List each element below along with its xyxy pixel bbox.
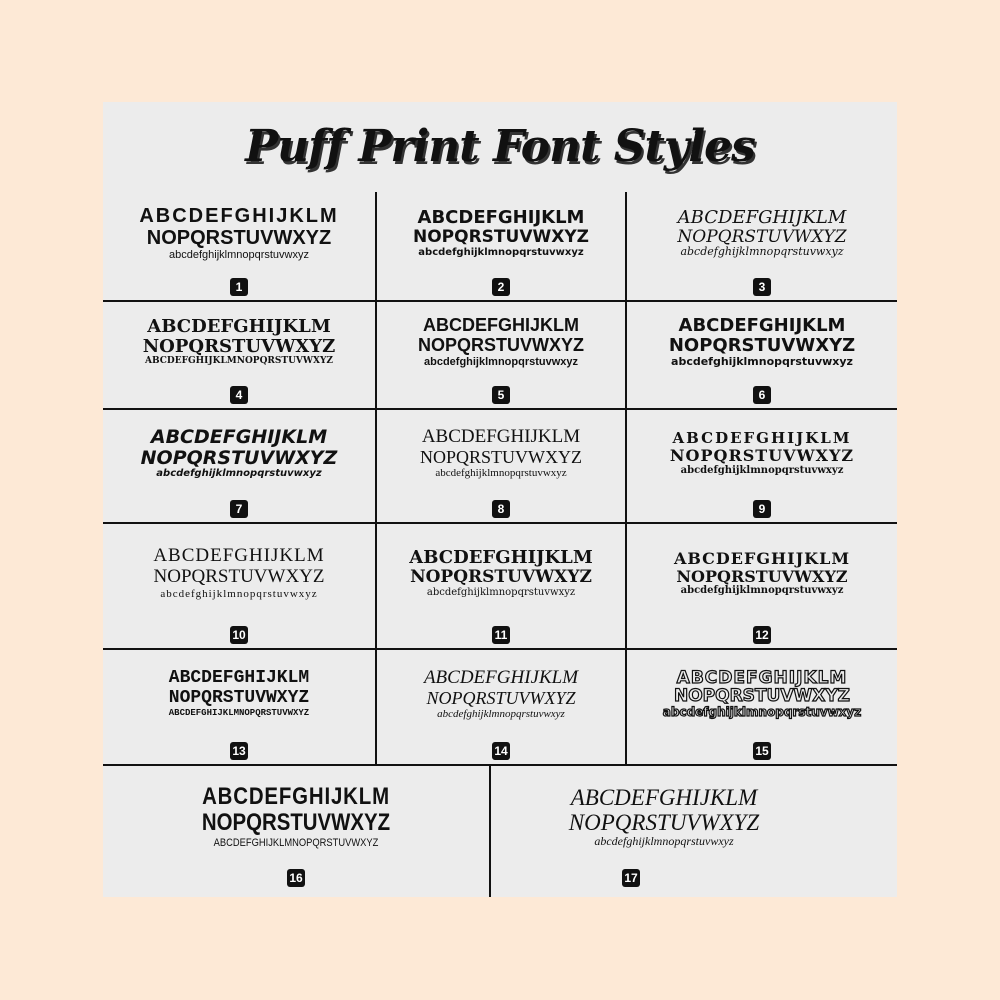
lowercase-row: abcdefghijklmnopqrstuvwxyz: [662, 705, 862, 720]
font-sample-12: [627, 524, 897, 648]
uppercase-row-2: NOPQRSTUVWXYZ: [417, 334, 584, 355]
lowercase-row: abcdefghijklmnopqrstuvwxyz: [423, 355, 579, 368]
uppercase-row-2: NOPQRSTUVWXYZ: [677, 226, 847, 247]
uppercase-row-1: ABCDEFGHIJKLM: [153, 545, 325, 567]
uppercase-row-2: NOPQRSTUVWXYZ: [426, 687, 576, 708]
uppercase-row-2: NOPQRSTUVWXYZ: [676, 566, 848, 586]
uppercase-row-1: ABCDEFGHIJKLM: [677, 206, 847, 228]
font-sample-17: [491, 766, 897, 897]
uppercase-row-1: ABCDEFGHIJKLM: [202, 783, 390, 811]
uppercase-row-1: ABCDEFGHIJKLM: [672, 429, 852, 448]
uppercase-row-1: ABCDEFGHIJKLM: [423, 666, 579, 688]
uppercase-row-2: NOPQRSTUVWXYZ: [674, 686, 850, 707]
font-sample-6: [627, 302, 897, 408]
font-number-badge: 5: [492, 386, 510, 404]
lowercase-row: abcdefghijklmnopqrstuvwxyz: [680, 464, 844, 476]
uppercase-row-2: NOPQRSTUVWXYZ: [146, 226, 332, 249]
font-number-badge: 11: [492, 626, 510, 644]
font-number-badge: 4: [230, 386, 248, 404]
uppercase-row-2: NOPQRSTUVWXYZ: [669, 445, 855, 465]
chart-title: Puff Print Font Styles: [245, 121, 755, 172]
font-sample-8: [377, 410, 625, 522]
font-chart-card: [103, 102, 897, 897]
font-sample-4: [103, 302, 375, 408]
uppercase-row-2: NOPQRSTUVWXYZ: [568, 809, 760, 835]
font-number-badge: 8: [492, 500, 510, 518]
lowercase-row: abcdefghijklmnopqrstuvwxyz: [680, 245, 844, 259]
uppercase-row-1: ABCDEFGHIJKLM: [423, 315, 579, 336]
uppercase-row-1: ABCDEFGHIJKLM: [673, 548, 851, 568]
uppercase-row-2: NOPQRSTUVWXYZ: [420, 446, 582, 467]
uppercase-row-1: ABCDEFGHIJKLM: [676, 667, 848, 688]
lowercase-row: abcdefghijklmnopqrstuvwxyz: [426, 586, 576, 598]
lowercase-row: abcdefghijklmnopqrstuvwxyz: [594, 834, 734, 849]
small-caps-row: ABCDEFGHIJKLMNOPQRSTUVWXYZ: [144, 355, 333, 366]
font-sample-14: [377, 650, 625, 764]
uppercase-row-2: NOPQRSTUVWXYZ: [142, 336, 336, 358]
font-sample-5: [377, 302, 625, 408]
lowercase-row: abcdefghijklmnopqrstuvwxyz: [671, 354, 853, 368]
font-sample-3: [627, 192, 897, 300]
font-number-badge: 12: [753, 626, 771, 644]
uppercase-row-2: NOPQRSTUVWXYZ: [140, 446, 338, 469]
lowercase-row: abcdefghijklmnopqrstuvwxyz: [156, 468, 322, 480]
font-sample-7: [103, 410, 375, 522]
uppercase-row-1: ABCDEFGHIJKLM: [421, 425, 581, 447]
uppercase-row-2: NOPQRSTUVWXYZ: [410, 567, 592, 588]
uppercase-row-1: ABCDEFGHIJKLM: [168, 668, 310, 689]
uppercase-row-2: NOPQRSTUVWXYZ: [201, 809, 391, 837]
font-number-badge: 10: [230, 626, 248, 644]
uppercase-row-1: ABCDEFGHIJKLM: [409, 547, 593, 569]
uppercase-row-1: ABCDEFGHIJKLM: [147, 316, 331, 338]
uppercase-row-2: NOPQRSTUVWXYZ: [413, 227, 589, 248]
font-sample-15: [627, 650, 897, 764]
font-sample-13: [103, 650, 375, 764]
uppercase-row-1: ABCDEFGHIJKLM: [417, 207, 585, 229]
lowercase-row: abcdefghijklmnopqrstuvwxyz: [160, 587, 318, 600]
uppercase-row-1: ABCDEFGHIJKLM: [139, 204, 339, 227]
small-caps-row: ABCDEFGHIJKLMNOPQRSTUVWXYZ: [168, 707, 310, 718]
lowercase-row: abcdefghijklmnopqrstuvwxyz: [168, 248, 309, 261]
font-sample-11: [377, 524, 625, 648]
uppercase-row-1: ABCDEFGHIJKLM: [570, 784, 758, 810]
font-sample-1: [103, 192, 375, 300]
uppercase-row-2: NOPQRSTUVWXYZ: [153, 565, 325, 587]
small-caps-row: ABCDEFGHIJKLMNOPQRSTUVWXYZ: [213, 836, 379, 849]
font-number-badge: 6: [753, 386, 771, 404]
lowercase-row: abcdefghijklmnopqrstuvwxyz: [418, 246, 584, 258]
font-number-badge: 16: [287, 869, 305, 887]
font-number-badge: 17: [622, 869, 640, 887]
font-number-badge: 7: [230, 500, 248, 518]
lowercase-row: abcdefghijklmnopqrstuvwxyz: [435, 467, 567, 480]
lowercase-row: abcdefghijklmnopqrstuvwxyz: [680, 585, 844, 597]
uppercase-row-2: NOPQRSTUVWXYZ: [668, 334, 856, 356]
font-number-badge: 15: [753, 742, 771, 760]
font-number-badge: 13: [230, 742, 248, 760]
font-number-badge: 9: [753, 500, 771, 518]
font-sample-2: [377, 192, 625, 300]
font-sample-9: [627, 410, 897, 522]
uppercase-row-1: ABCDEFGHIJKLM: [150, 425, 328, 448]
uppercase-row-1: ABCDEFGHIJKLM: [678, 315, 846, 337]
lowercase-row: abcdefghijklmnopqrstuvwxyz: [437, 708, 565, 721]
font-sample-16: [103, 766, 489, 897]
font-number-badge: 14: [492, 742, 510, 760]
uppercase-row-2: NOPQRSTUVWXYZ: [168, 688, 310, 709]
font-sample-10: [103, 524, 375, 648]
font-number-badge: 1: [230, 278, 248, 296]
font-number-badge: 3: [753, 278, 771, 296]
font-number-badge: 2: [492, 278, 510, 296]
